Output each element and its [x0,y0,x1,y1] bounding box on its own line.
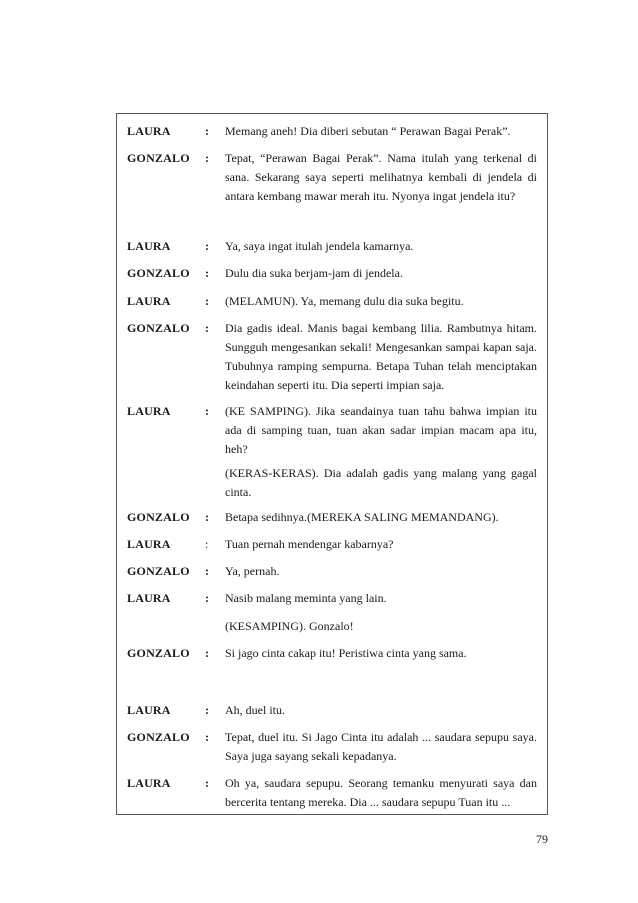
colon-separator: : [205,404,209,418]
dialogue-text: (KE SAMPING). Jika seandainya tuan tahu bahwa impian itu ada di samping tuan, tuan akan sadar impian macam apa itu, heh? [225,404,537,456]
dialogue-text: Tuan pernah mendengar kabarnya? [225,537,394,551]
colon-separator: : [205,591,209,605]
dialogue-text: Ah, duel itu. [225,703,285,717]
dialogue-text: Dulu dia suka berjam-jam di jendela. [225,266,403,280]
colon-separator: : [205,537,209,551]
speaker-name: LAURA [127,239,171,253]
dialogue-text: Tepat, “Perawan Bagai Perak”. Nama itulah yang terkenal di sana. Sekarang saya seperti melihatnya kembali di jendela di antara kembang mawar merah itu. Nyonya ingat jendela itu? [225,151,537,203]
script-table [116,113,548,815]
colon-separator: : [205,730,209,744]
dialogue-text: Ya, pernah. [225,564,280,578]
dialogue-text: Oh ya, saudara sepupu. Seorang temanku menyurati saya dan bercerita tentang mereka. Dia ... saudara sepupu Tuan itu ... [225,776,537,809]
speaker-name: LAURA [127,294,171,308]
dialogue-text: Betapa sedihnya.(MEREKA SALING MEMANDANG). [225,510,499,524]
speaker-name: LAURA [127,537,171,551]
colon-separator: : [205,124,209,138]
speaker-name: LAURA [127,124,171,138]
dialogue-text: (KERAS-KERAS). Dia adalah gadis yang malang yang gagal cinta. [225,466,537,499]
speaker-name: GONZALO [127,321,190,335]
dialogue-text: (KESAMPING). Gonzalo! [225,619,354,633]
colon-separator: : [205,510,209,524]
speaker-name: GONZALO [127,564,190,578]
dialogue-text: Memang aneh! Dia diberi sebutan “ Perawan Bagai Perak”. [225,124,511,138]
colon-separator: : [205,321,209,335]
dialogue-text: Nasib malang meminta yang lain. [225,591,387,605]
speaker-name: GONZALO [127,266,190,280]
colon-separator: : [205,646,209,660]
colon-separator: : [205,703,209,717]
colon-separator: : [205,266,209,280]
speaker-name: LAURA [127,703,171,717]
dialogue-text: Si jago cinta cakap itu! Peristiwa cinta yang sama. [225,646,467,660]
page-number: 79 [536,832,548,846]
speaker-name: GONZALO [127,151,190,165]
speaker-name: LAURA [127,404,171,418]
colon-separator: : [205,294,209,308]
speaker-name: GONZALO [127,510,190,524]
dialogue-text: (MELAMUN). Ya, memang dulu dia suka begitu. [225,294,464,308]
colon-separator: : [205,239,209,253]
colon-separator: : [205,776,209,790]
speaker-name: GONZALO [127,730,190,744]
colon-separator: : [205,564,209,578]
dialogue-text: Dia gadis ideal. Manis bagai kembang lilia. Rambutnya hitam. Sungguh mengesankan sekali! Mengesankan sampai kapan saja. Tubuhnya ramping sempurna. Betapa Tuhan telah menciptakan keindahan seperti itu. Dia seperti impian saja. [225,321,537,392]
dialogue-text: Tepat, duel itu. Si Jago Cinta itu adalah ... saudara sepupu saya. Saya juga sayang sekali kepadanya. [225,730,537,763]
speaker-name: LAURA [127,591,171,605]
speaker-name: LAURA [127,776,171,790]
speaker-name: GONZALO [127,646,190,660]
dialogue-text: Ya, saya ingat itulah jendela kamarnya. [225,239,414,253]
colon-separator: : [205,151,209,165]
